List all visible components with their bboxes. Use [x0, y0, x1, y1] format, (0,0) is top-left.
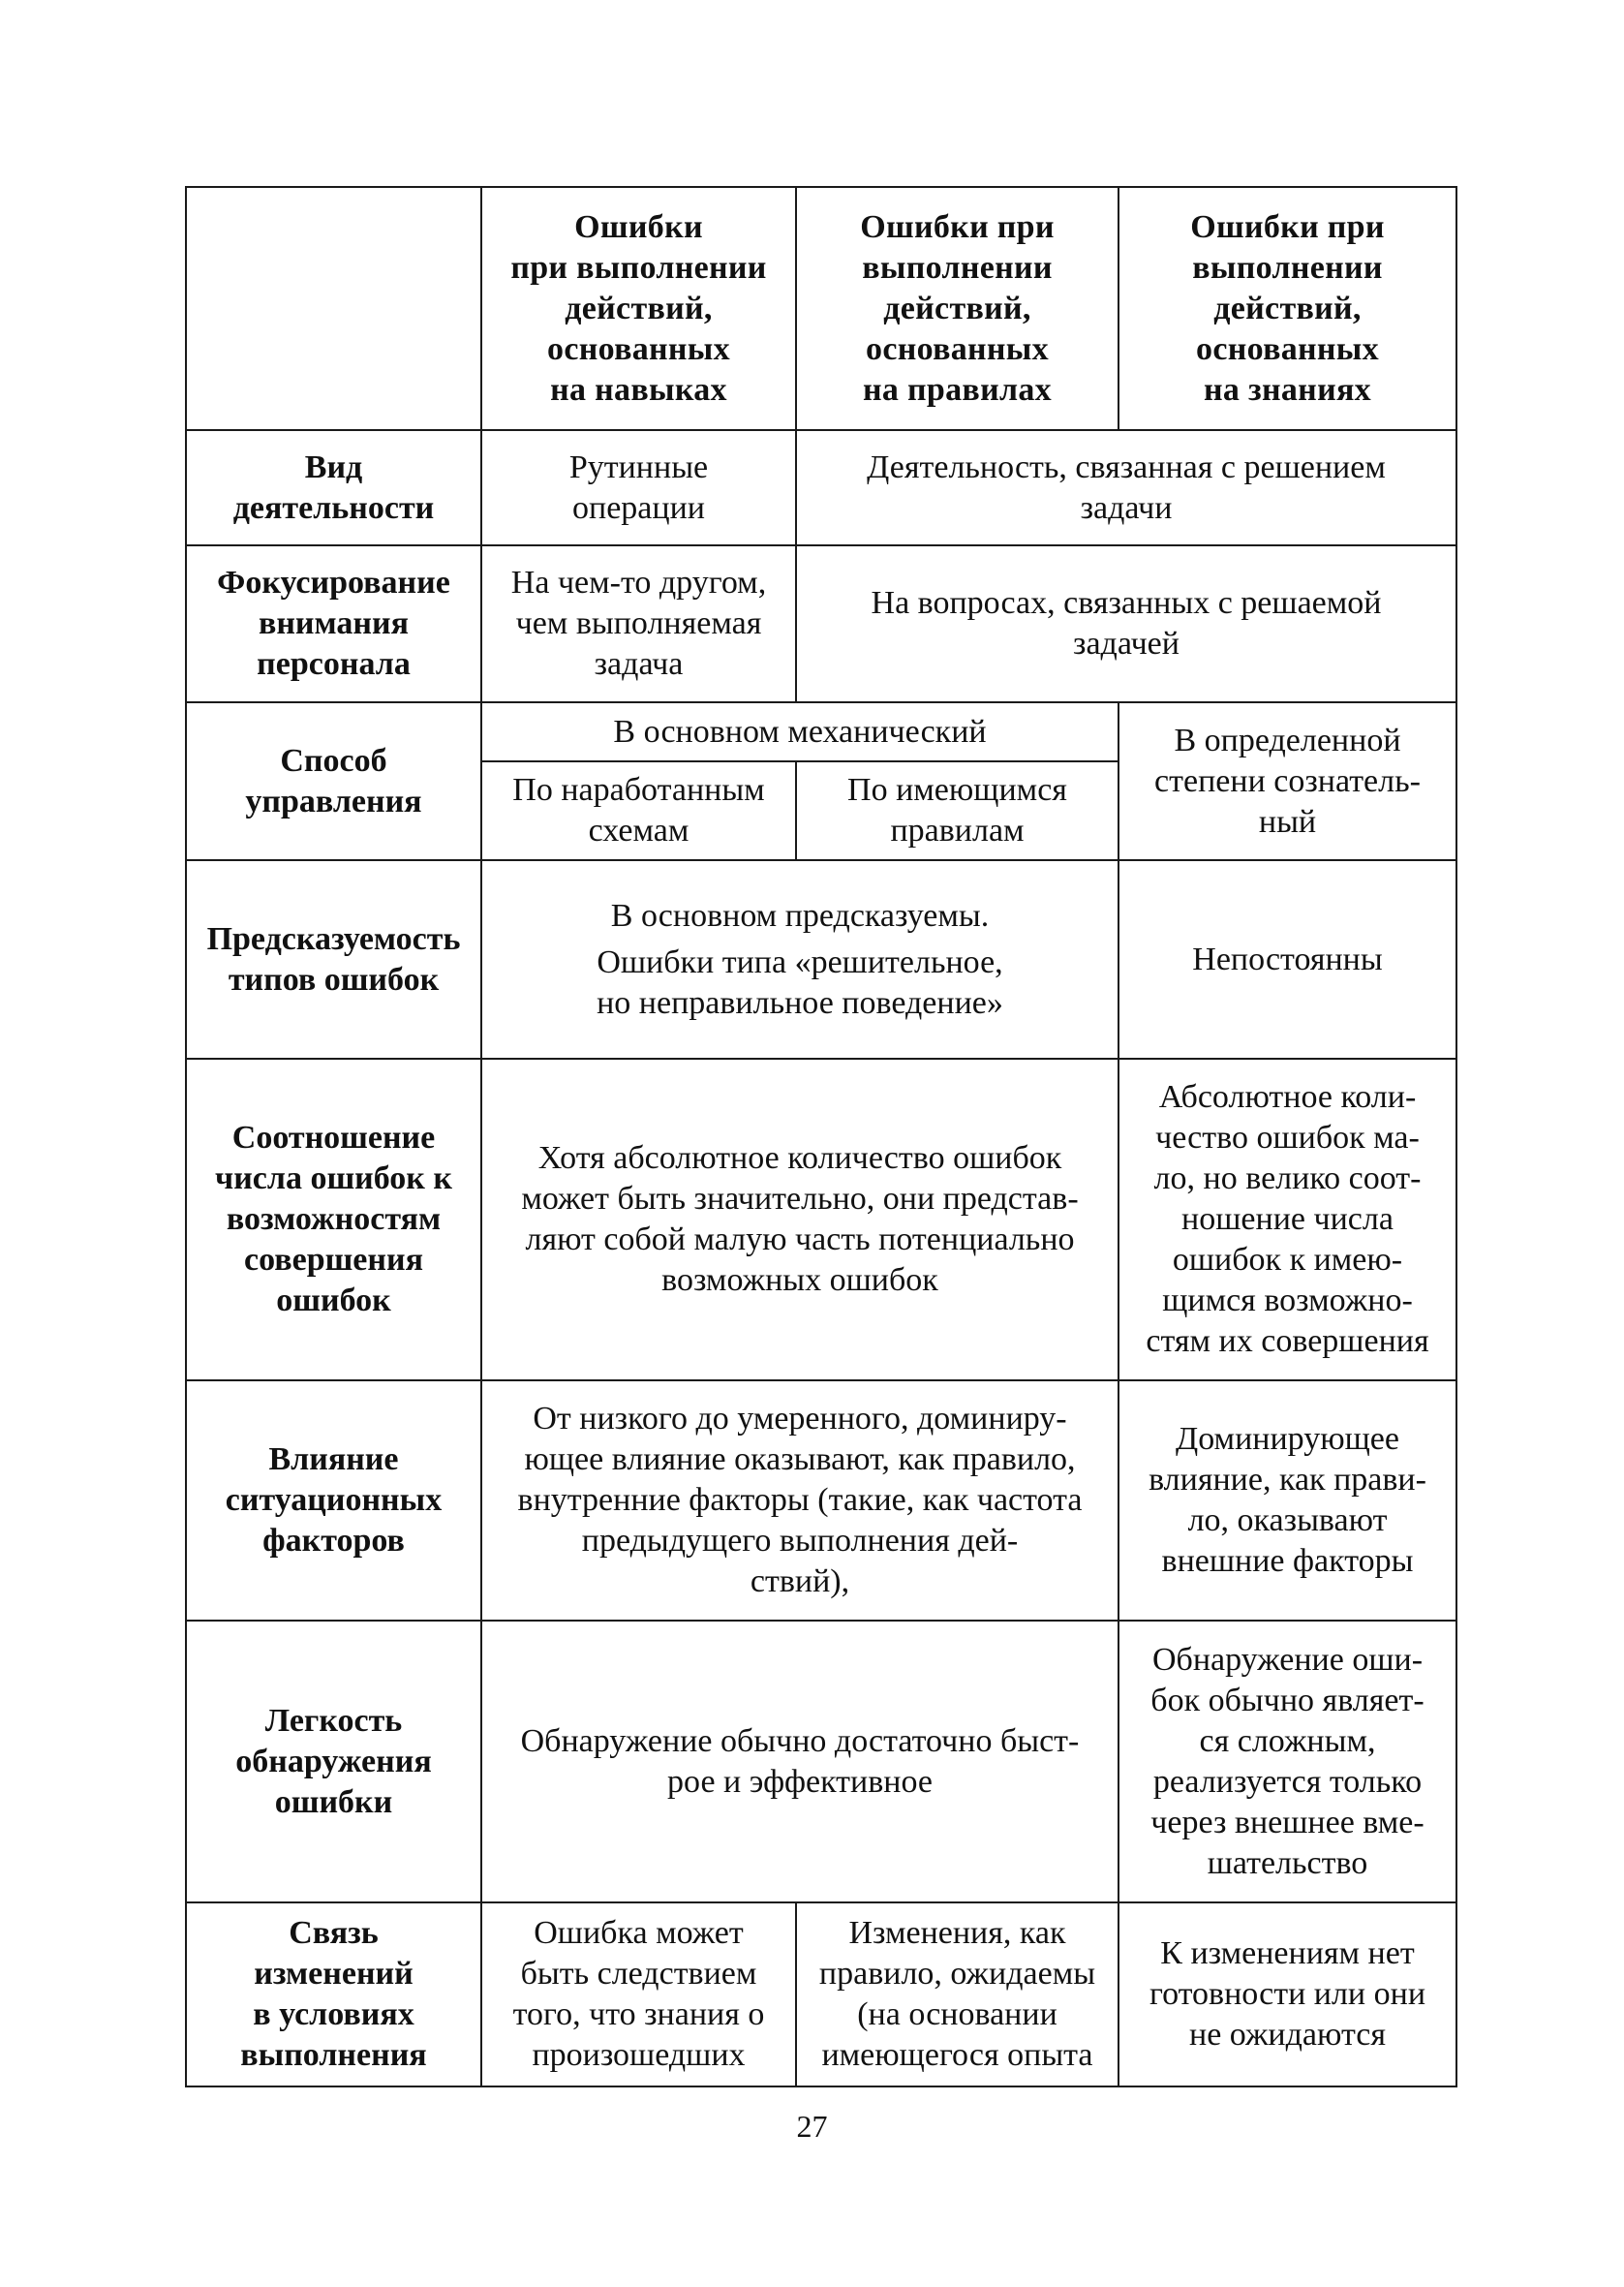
cell-situational-knowledge: Доминирующее влияние, как прави- ло, оказывают внешние факторы — [1118, 1380, 1456, 1621]
header-knowledge-based-errors: Ошибки при выполнении действий, основанных на знаниях — [1118, 187, 1456, 430]
cell-attention-rules-knowledge: На вопросах, связанных с решаемой задачей — [796, 545, 1456, 702]
header-empty-cell — [186, 187, 481, 430]
cell-detection-knowledge: Обнаружение оши- бок обычно являет- ся сложным, реализуется только через внешнее вме- шательство — [1118, 1621, 1456, 1902]
table-row-situational-factors — [186, 1380, 1456, 1621]
row-label-activity-type: Вид деятельности — [186, 430, 481, 545]
cell-changes-knowledge: К изменениям нет готовности или они не ожидаются — [1118, 1902, 1456, 2086]
table-row-error-detection — [186, 1621, 1456, 1902]
cell-control-skills-rules: В основном механический — [481, 702, 1118, 761]
cell-ratio-skills-rules: Хотя абсолютное количество ошибок может быть значительно, они представ- ляют собой малую часть потенциально возможных ошибок — [481, 1059, 1118, 1380]
table-row-error-ratio — [186, 1059, 1456, 1380]
error-types-table — [185, 186, 1457, 2087]
header-skills-based-errors: Ошибки при выполнении действий, основанных на навыках — [481, 187, 796, 430]
cell-detection-skills-rules: Обнаружение обычно достаточно быст- рое и эффективное — [481, 1621, 1118, 1902]
header-rules-based-errors: Ошибки при выполнении действий, основанных на правилах — [796, 187, 1118, 430]
cell-changes-rules: Изменения, как правило, ожидаемы (на основании имеющегося опыта — [796, 1902, 1118, 2086]
table-row-condition-changes — [186, 1902, 1456, 2086]
cell-predictability-skills-rules: В основном предсказуемы. Ошибки типа «решительное, но неправильное поведение» — [481, 860, 1118, 1059]
table-row-activity-type — [186, 430, 1456, 545]
row-label-condition-changes: Связь изменений в условиях выполнения — [186, 1902, 481, 2086]
cell-attention-skills: На чем-то другом, чем выполняемая задача — [481, 545, 796, 702]
row-label-error-predictability: Предсказуемость типов ошибок — [186, 860, 481, 1059]
page-number: 27 — [796, 2109, 828, 2144]
cell-changes-skills: Ошибка может быть следствием того, что знания о произошедших — [481, 1902, 796, 2086]
cell-situational-skills-rules: От низкого до умеренного, доминиру- ющее влияние оказывают, как правило, внутренние факторы (такие, как частота предыдущего выполнения дей- ствий), — [481, 1380, 1118, 1621]
table-row-error-predictability — [186, 860, 1456, 1059]
cell-activity-rules-knowledge: Деятельность, связанная с решением задачи — [796, 430, 1456, 545]
cell-control-skills: По наработанным схемам — [481, 761, 796, 860]
cell-control-rules: По имеющимся правилам — [796, 761, 1118, 860]
row-label-error-ratio: Соотношение числа ошибок к возможностям совершения ошибок — [186, 1059, 481, 1380]
cell-activity-skills: Рутинные операции — [481, 430, 796, 545]
row-label-control-mode: Способ управления — [186, 702, 481, 860]
row-label-error-detection: Легкость обнаружения ошибки — [186, 1621, 481, 1902]
cell-ratio-knowledge: Абсолютное коли- чество ошибок ма- ло, но велико соот- ношение числа ошибок к имею- щимся возможно- стям их совершения — [1118, 1059, 1456, 1380]
table-header-row — [186, 187, 1456, 430]
row-label-situational-factors: Влияние ситуационных факторов — [186, 1380, 481, 1621]
table-row-control-mode — [186, 702, 1456, 761]
table-row-attention-focus — [186, 545, 1456, 702]
cell-predictability-knowledge: Непостоянны — [1118, 860, 1456, 1059]
cell-control-knowledge: В определенной степени сознатель- ный — [1118, 702, 1456, 860]
row-label-attention-focus: Фокусирование внимания персонала — [186, 545, 481, 702]
